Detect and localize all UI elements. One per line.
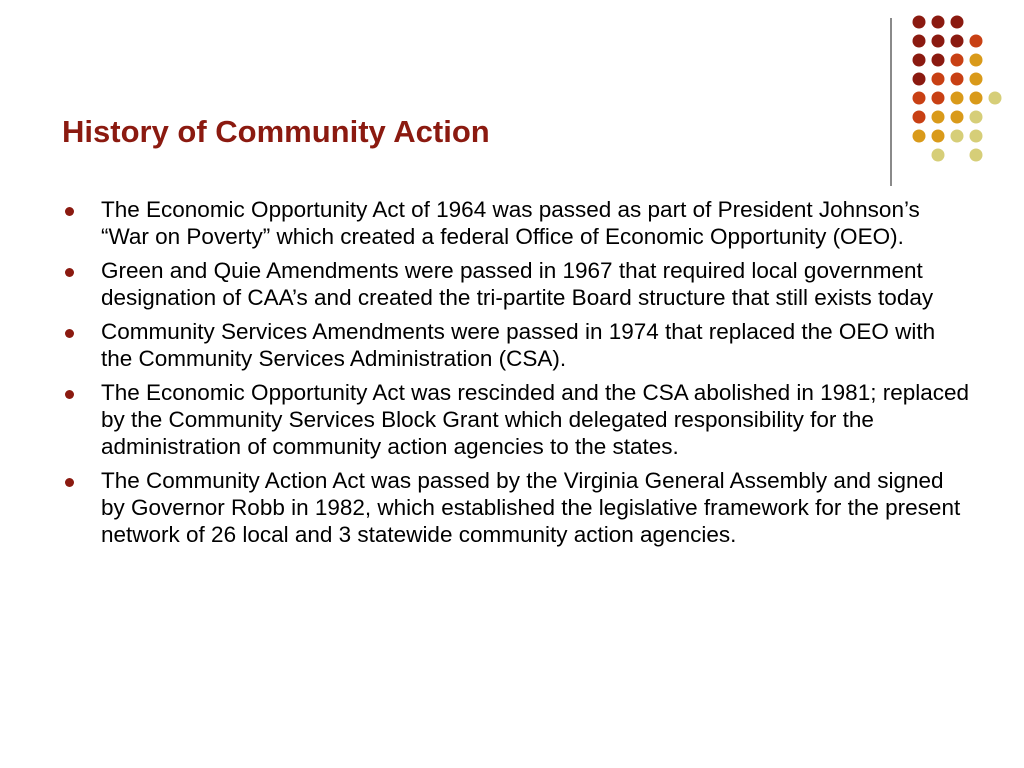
bullet-text: Green and Quie Amendments were passed in 1967 that required local government designation of CAA’s and created the tri-partite Board structure that still exists today [101, 258, 934, 310]
decorative-dot [932, 149, 945, 162]
decorative-dot [932, 73, 945, 86]
decorative-dot [951, 16, 964, 29]
decorative-dot [989, 92, 1002, 105]
bullet-text: The Community Action Act was passed by the Virginia General Assembly and signed by Governor Robb in 1982, which established the legislative framework for the present network of 26 local and 3 statewide community action agencies. [101, 468, 961, 547]
bullet-text: Community Services Amendments were passed in 1974 that replaced the OEO with the Community Services Administration (CSA). [101, 319, 936, 371]
bullet-dot-icon [65, 329, 74, 338]
bullet-item [60, 467, 970, 548]
decorative-dot [951, 54, 964, 67]
decorative-dot [951, 35, 964, 48]
decorative-dot [970, 111, 983, 124]
decorative-dot [970, 35, 983, 48]
bullet-text: The Economic Opportunity Act of 1964 was passed as part of President Johnson’s “War on Poverty” which created a federal Office of Economic Opportunity (OEO). [101, 197, 920, 249]
decorative-dot [913, 130, 926, 143]
bullet-dot-icon [65, 268, 74, 277]
decorative-dot [970, 149, 983, 162]
decorative-dot [970, 130, 983, 143]
decorative-dot [970, 92, 983, 105]
bullet-dot-icon [65, 207, 74, 216]
decorative-dot [913, 111, 926, 124]
decorative-dot [932, 35, 945, 48]
decorative-dot [913, 35, 926, 48]
bullet-text: The Economic Opportunity Act was rescinded and the CSA abolished in 1981; replaced by the Community Services Block Grant which delegated responsibility for the administration of community action agencies to the states. [101, 380, 970, 459]
decorative-dot-grid [0, 0, 1024, 200]
bullet-list [60, 196, 970, 555]
vertical-divider [890, 18, 892, 186]
bullet-item [60, 379, 970, 460]
decorative-dot [951, 111, 964, 124]
decorative-dot [951, 92, 964, 105]
bullet-dot-icon [65, 478, 74, 487]
decorative-dot [951, 130, 964, 143]
decorative-dot [913, 54, 926, 67]
decorative-dot [932, 130, 945, 143]
decorative-dot [913, 92, 926, 105]
decorative-dot [951, 73, 964, 86]
bullet-item [60, 196, 970, 250]
decorative-dot [932, 16, 945, 29]
decorative-dot [932, 111, 945, 124]
bullet-item [60, 318, 970, 372]
decorative-dot [970, 54, 983, 67]
decorative-dot [970, 73, 983, 86]
decorative-dot [913, 73, 926, 86]
slide-title: History of Community Action [62, 114, 490, 149]
bullet-item [60, 257, 970, 311]
bullet-dot-icon [65, 390, 74, 399]
decorative-dot [932, 92, 945, 105]
decorative-dot [932, 54, 945, 67]
decorative-dot [913, 16, 926, 29]
